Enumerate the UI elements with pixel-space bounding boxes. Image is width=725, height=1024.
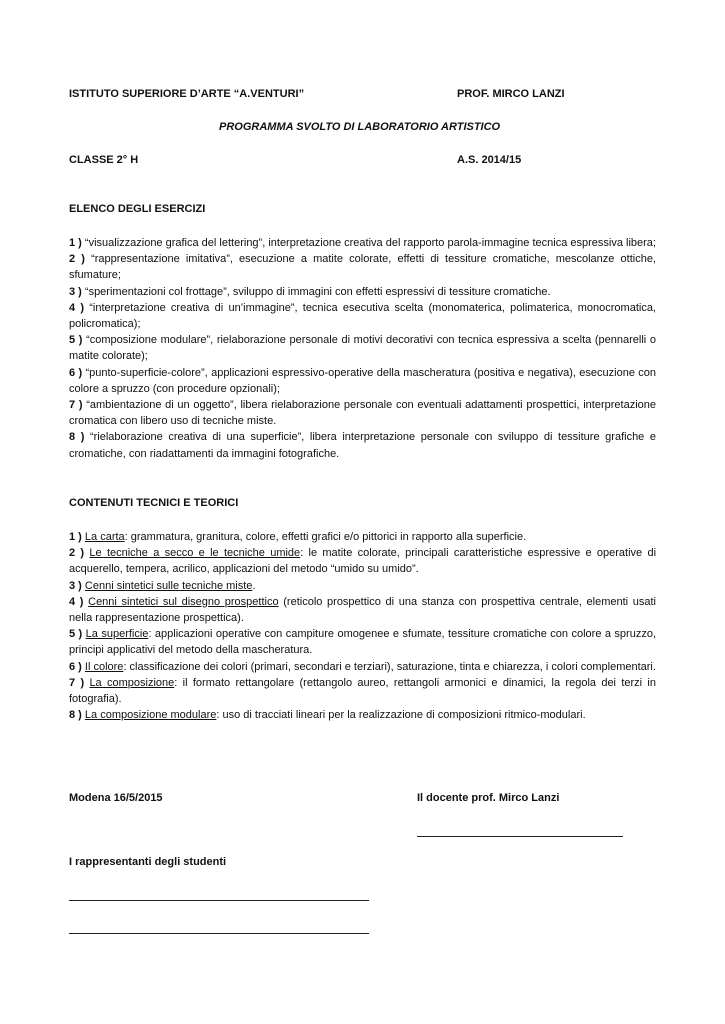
exercises-list [69, 235, 656, 462]
school-year: A.S. 2014/15 [457, 154, 522, 166]
contents-list [69, 529, 656, 723]
content-item: 4 ) Cenni sintetici sul disegno prospettico (reticolo prospettico di una stanza con prospettiva centrale, elementi usati nella rappresentazione prospettica). [69, 595, 657, 625]
student-signature-line [69, 933, 369, 934]
exercise-item: 3 ) “sperimentazioni col frottage”, sviluppo di immagini con effetti espressivi di tessiture cromatiche. [69, 285, 551, 298]
school-name: ISTITUTO SUPERIORE D’ARTE “A.VENTURI” [69, 88, 305, 100]
exercise-item: 2 ) “rappresentazione imitativa”, esecuzione a matite colorate, effetti di tessiture cromatiche, mescolanze ottiche, sfumature; [69, 253, 656, 282]
exercise-item: 6 ) “punto-superficie-colore”, applicazioni espressivo-operative della mascheratura (positiva e negativa), esecuzione con colore a spruzzo (con procedure opzionali); [69, 366, 657, 395]
exercise-item: 8 ) “rielaborazione creativa di una superficie”, libera interpretazione personale con sviluppo di tessiture grafiche e cromatiche, con riadattamenti da immagini fotografiche. [69, 431, 657, 460]
exercise-item: 5 ) “composizione modulare”, rielaborazione personale di motivi decorativi con tecnica espressiva a scelta (pennarelli o matite colorate); [69, 334, 657, 363]
exercise-item: 7 ) “ambientazione di un oggetto”, libera rielaborazione personale con eventuali adattamenti prospettici, interpretazione cromatica con libero uso di tecniche miste. [69, 399, 656, 428]
contents-heading: CONTENUTI TECNICI E TEORICI [69, 497, 239, 509]
teacher-name: PROF. MIRCO LANZI [457, 88, 565, 100]
exercise-item: 1 ) “visualizzazione grafica del lettering”, interpretazione creativa del rapporto parola-immagine tecnica espressiva libera; [69, 237, 656, 249]
content-item: 3 ) Cenni sintetici sulle tecniche miste. [69, 579, 256, 592]
content-item: 1 ) La carta: grammatura, granitura, colore, effetti grafici e/o pittorici in rapporto alla superficie. [69, 531, 527, 543]
exercise-item: 4 ) “interpretazione creativa di un’immagine”, tecnica esecutiva scelta (monomaterica, polimaterica, monocromatica, policromatica); [69, 301, 656, 331]
teacher-signature-label: Il docente prof. Mirco Lanzi [417, 792, 560, 804]
student-signature-line [69, 900, 369, 901]
document-title: PROGRAMMA SVOLTO DI LABORATORIO ARTISTICO [219, 121, 501, 133]
content-item: 8 ) La composizione modulare: uso di tracciati lineari per la realizzazione di composizioni ritmico-modulari. [69, 709, 586, 722]
content-item: 5 ) La superficie: applicazioni operative con campiture omogenee e sfumate, tessiture cromatiche con colore a spruzzo, principi applicativi del metodo della mascheratura. [69, 628, 656, 657]
teacher-signature-line [417, 836, 623, 837]
content-item: 7 ) La composizione: il formato rettangolare (rettangolo aureo, rettangoli armonici e dinamici, la regola dei terzi in fotografia). [69, 676, 656, 706]
class-label: CLASSE 2° H [69, 154, 139, 166]
place-date: Modena 16/5/2015 [69, 792, 163, 804]
content-item: 6 ) Il colore: classificazione dei colori (primari, secondari e terziari), saturazione, tinta e chiarezza, i colori complementari. [69, 660, 656, 673]
content-item: 2 ) Le tecniche a secco e le tecniche umide: le matite colorate, principali caratteristiche espressive e operative di acquerello, tempera, acrilico, applicazioni del metodo “umido su umido”. [69, 547, 657, 576]
students-label: I rappresentanti degli studenti [69, 856, 227, 868]
exercises-heading: ELENCO DEGLI ESERCIZI [69, 203, 206, 215]
